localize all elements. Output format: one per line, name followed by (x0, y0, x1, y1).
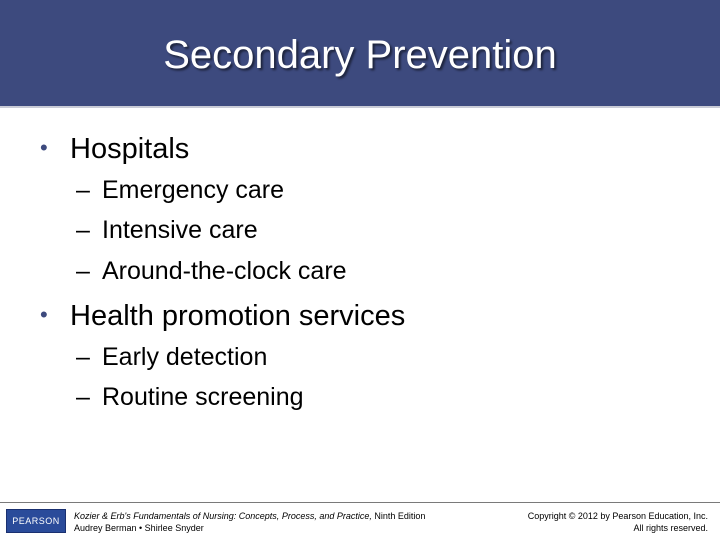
slide-title: Secondary Prevention (163, 33, 557, 77)
sub-item-text: Intensive care (102, 216, 258, 244)
sub-item-around-the-clock-care (76, 257, 347, 286)
rights-text: All rights reserved. (633, 523, 708, 533)
sub-item-emergency-care (76, 176, 284, 205)
sub-item-text: Emergency care (102, 176, 285, 204)
dash-icon: – (76, 383, 90, 411)
copyright-text: Copyright © 2012 by Pearson Education, Inc. (527, 511, 708, 521)
dash-icon: – (76, 343, 90, 371)
book-title: Kozier & Erb's Fundamentals of Nursing: Concepts, Process, and Practice, (74, 511, 372, 521)
pearson-logo (6, 509, 66, 533)
bullet-text: Health promotion services (70, 300, 406, 332)
sub-item-intensive-care (76, 216, 258, 245)
book-authors: Audrey Berman • Shirlee Snyder (74, 523, 204, 533)
sub-item-text: Early detection (102, 343, 268, 371)
footer-citation (74, 510, 425, 534)
footer-copyright (528, 510, 708, 534)
sub-item-text: Routine screening (102, 383, 304, 411)
book-edition: Ninth Edition (371, 511, 426, 521)
footer-divider (0, 502, 720, 503)
bullet-text: Hospitals (70, 133, 190, 165)
bullet-icon: • (40, 135, 48, 160)
dash-icon: – (76, 257, 90, 285)
sub-item-early-detection (76, 343, 267, 372)
logo-text: PEARSON (12, 516, 60, 526)
dash-icon: – (76, 176, 90, 204)
sub-item-routine-screening (76, 383, 304, 412)
bullet-item-health-promotion-services (40, 300, 405, 333)
bullet-item-hospitals (40, 133, 189, 166)
bullet-icon: • (40, 302, 48, 327)
dash-icon: – (76, 216, 90, 244)
sub-item-text: Around-the-clock care (102, 257, 347, 285)
